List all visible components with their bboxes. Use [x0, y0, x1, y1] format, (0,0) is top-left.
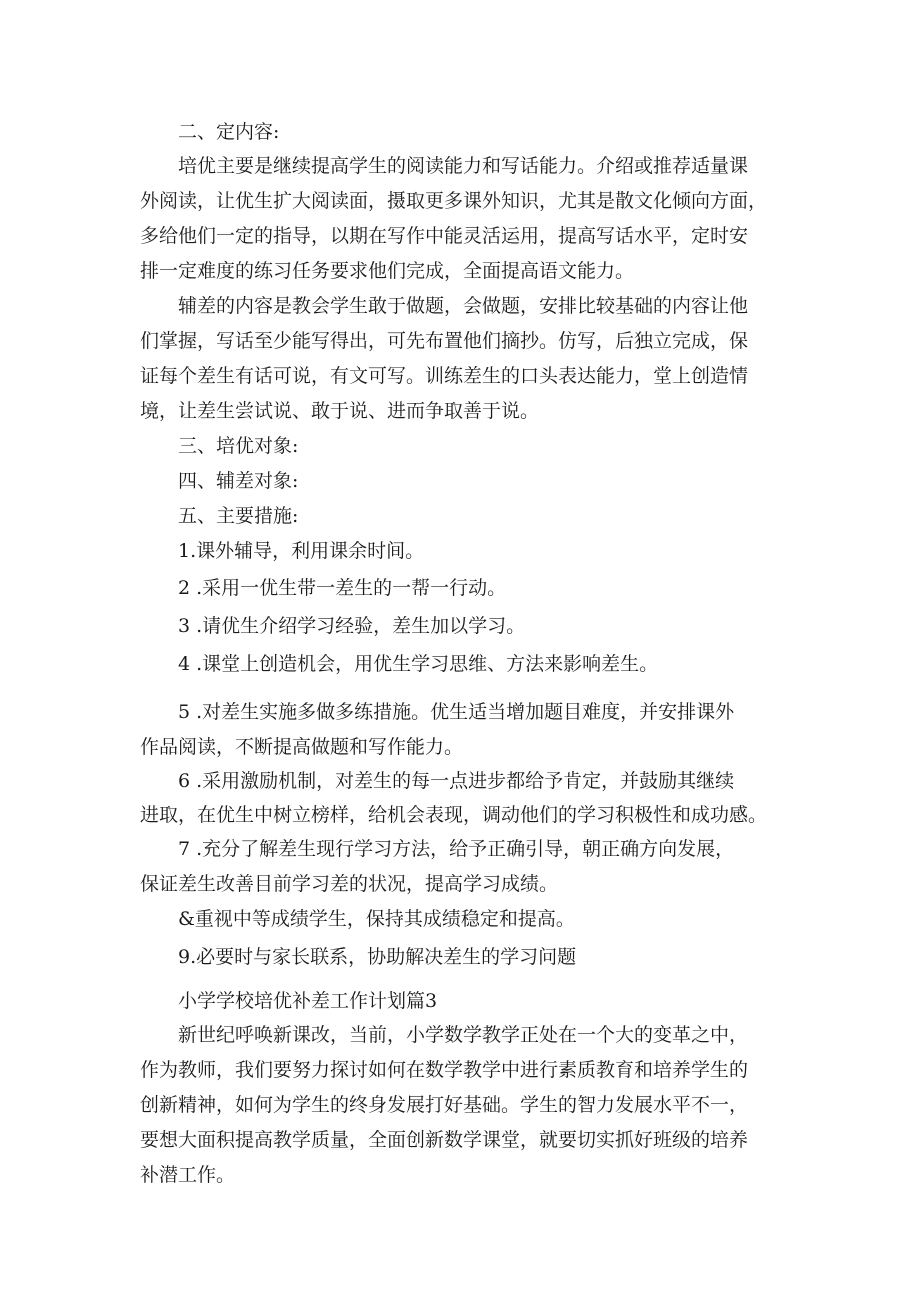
measure-item-4: 4 .课堂上创造机会，用优生学习思维、方法来影响差生。 [178, 653, 659, 675]
para3-line-4: 要想大面积提高教学质量，全面创新数学课堂，就要切实抓好班级的培养 [140, 1129, 749, 1151]
measure-item-1: 1.课外辅导，利用课余时间。 [178, 540, 425, 562]
para3-line-5: 补潜工作。 [140, 1164, 236, 1186]
para3-line-2: 作为教师，我们要努力探讨如何在数学教学中进行素质教育和培养学生的 [140, 1059, 749, 1081]
para2-line-2: 们掌握，写话至少能写得出，可先布置他们摘抄。仿写，后独立完成，保 [140, 330, 749, 352]
measure-item-8: &重视中等成绩学生，保持其成绩稳定和提高。 [178, 908, 575, 930]
para2-line-4: 境，让差生尝试说、敢于说、进而争取善于说。 [140, 400, 540, 422]
para1-line-2: 外阅读，让优生扩大阅读面，摄取更多课外知识，尤其是散文化倾向方面， [140, 190, 768, 212]
para3-line-3: 创新精神，如何为学生的终身发展打好基础。学生的智力发展水平不一， [140, 1094, 749, 1116]
measure-item-2: 2 .采用一优生带一差生的一帮一行动。 [178, 577, 507, 599]
para1-line-3: 多给他们一定的指导，以期在写作中能灵活运用，提高写话水平，定时安 [140, 225, 749, 247]
measure-item-7-cont: 保证差生改善目前学习差的状况，提高学习成绩。 [140, 873, 559, 895]
para1-line-1: 培优主要是继续提高学生的阅读能力和写话能力。介绍或推荐适量课 [178, 155, 749, 177]
measure-item-9: 9.必要时与家长联系，协助解决差生的学习问题 [178, 946, 577, 968]
measure-item-7: 7 .充分了解差生现行学习方法，给予正确引导，朝正确方向发展， [178, 838, 735, 860]
measure-item-6: 6 .采用激励机制，对差生的每一点进步都给予肯定，并鼓励其继续 [178, 770, 735, 792]
para3-line-1: 新世纪呼唤新课改，当前，小学数学教学正处在一个大的变革之中， [178, 1024, 749, 1046]
heading-target-poor: 四、辅差对象: [178, 470, 299, 492]
heading-content: 二、定内容: [178, 121, 280, 143]
section-title: 小学学校培优补差工作计划篇3 [178, 990, 438, 1012]
measure-item-5: 5 .对差生实施多做多练措施。优生适当增加题目难度，并安排课外 [178, 701, 735, 723]
measure-item-3: 3 .请优生介绍学习经验，差生加以学习。 [178, 615, 526, 637]
measure-item-5-cont: 作品阅读，不断提高做题和写作能力。 [140, 736, 464, 758]
para2-line-1: 辅差的内容是教会学生敢于做题，会做题，安排比较基础的内容让他 [178, 295, 749, 317]
measure-item-6-cont: 进取，在优生中树立榜样，给机会表现，调动他们的学习积极性和成功感。 [140, 804, 768, 826]
heading-target-good: 三、培优对象: [178, 435, 299, 457]
para2-line-3: 证每个差生有话可说，有文可写。训练差生的口头表达能力，堂上创造情 [140, 365, 749, 387]
heading-measures: 五、主要措施: [178, 505, 299, 527]
para1-line-4: 排一定难度的练习任务要求他们完成，全面提高语文能力。 [140, 260, 635, 282]
